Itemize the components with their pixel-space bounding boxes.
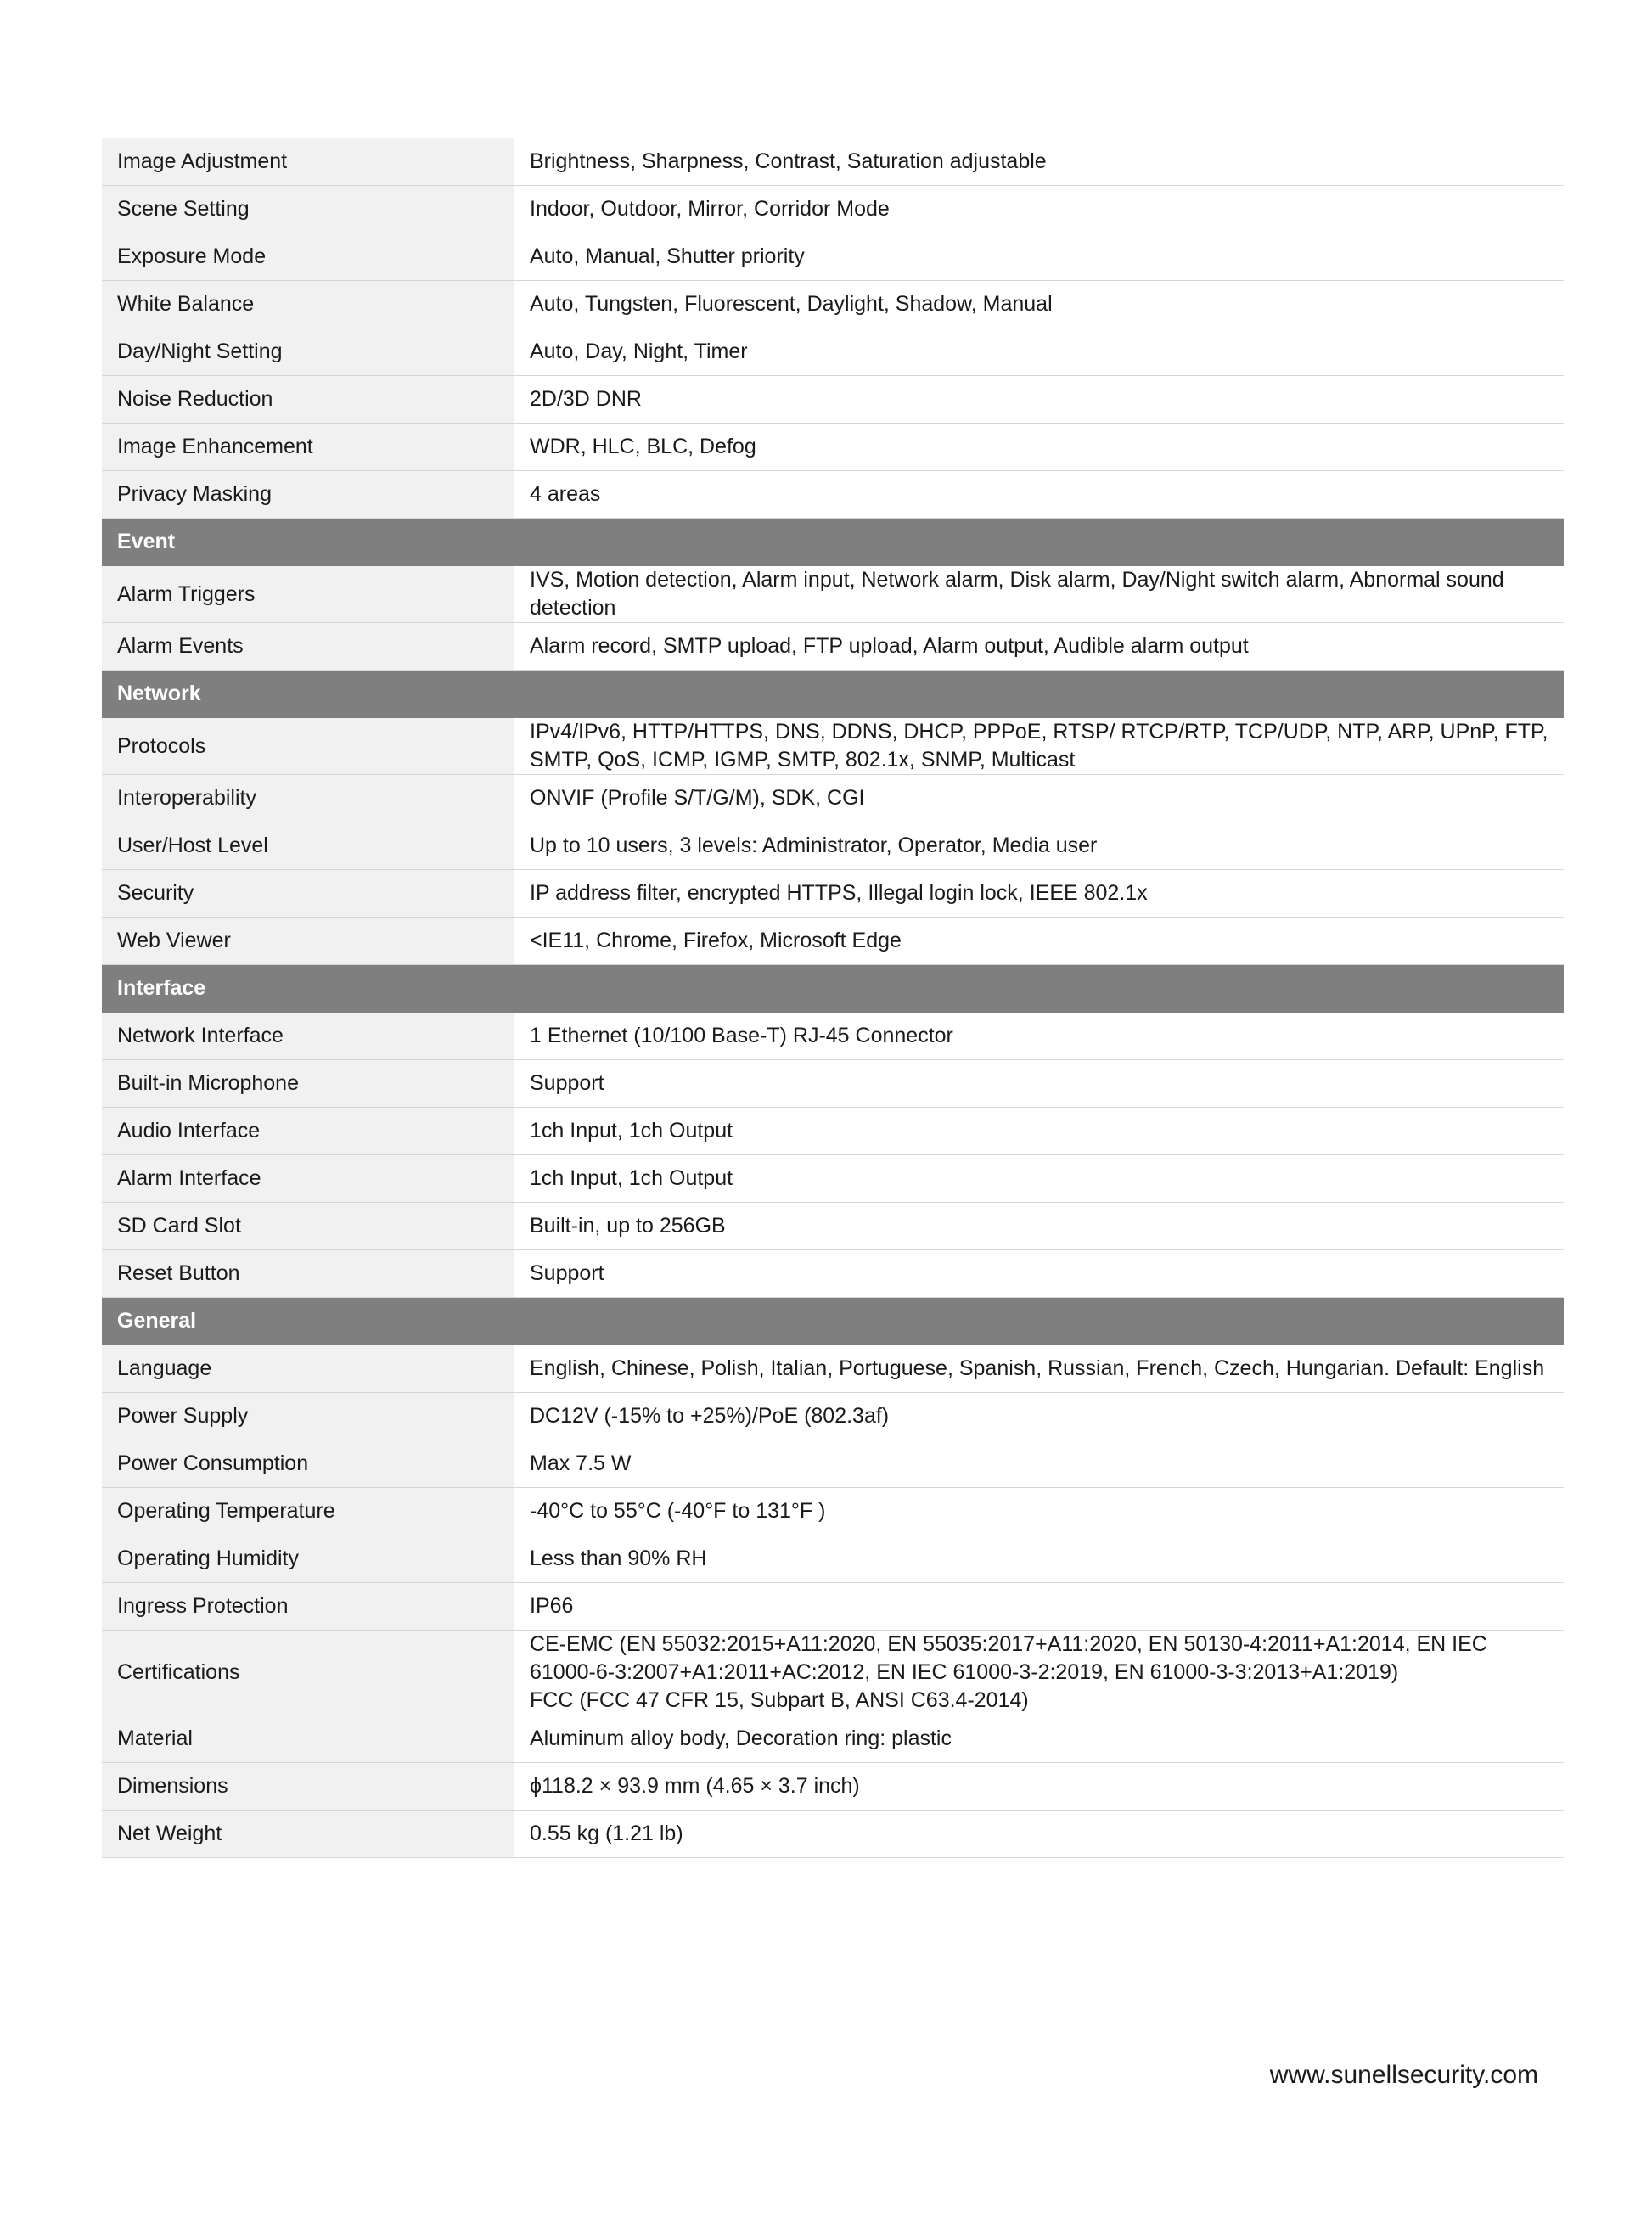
spec-label: Noise Reduction [102, 376, 514, 424]
spec-label: Scene Setting [102, 186, 514, 233]
spec-label: SD Card Slot [102, 1203, 514, 1250]
spec-value: 4 areas [514, 471, 1564, 519]
spec-row [102, 870, 1564, 918]
spec-label: Net Weight [102, 1811, 514, 1858]
spec-label: Alarm Triggers [102, 566, 514, 623]
spec-row [102, 328, 1564, 376]
spec-value: Auto, Tungsten, Fluorescent, Daylight, Shadow, Manual [514, 281, 1564, 328]
spec-value: Aluminum alloy body, Decoration ring: plastic [514, 1715, 1564, 1763]
spec-label: Web Viewer [102, 918, 514, 965]
section-header: Interface [102, 965, 1564, 1013]
spec-row [102, 424, 1564, 471]
spec-value: Brightness, Sharpness, Contrast, Saturation adjustable [514, 138, 1564, 186]
spec-value: WDR, HLC, BLC, Defog [514, 424, 1564, 471]
spec-value: IP66 [514, 1583, 1564, 1631]
spec-row [102, 1440, 1564, 1488]
spec-row [102, 138, 1564, 186]
spec-value: ϕ118.2 × 93.9 mm (4.65 × 3.7 inch) [514, 1763, 1564, 1811]
footer-website[interactable]: www.sunellsecurity.com [1269, 2061, 1538, 2089]
spec-row [102, 1250, 1564, 1298]
spec-row [102, 1203, 1564, 1250]
spec-row [102, 1488, 1564, 1535]
spec-value: ONVIF (Profile S/T/G/M), SDK, CGI [514, 775, 1564, 822]
spec-row [102, 1763, 1564, 1811]
spec-row [102, 1345, 1564, 1393]
spec-label: Network Interface [102, 1013, 514, 1060]
spec-row [102, 186, 1564, 233]
section-header-row [102, 1298, 1564, 1345]
spec-value: Auto, Day, Night, Timer [514, 328, 1564, 376]
spec-row [102, 233, 1564, 281]
spec-row [102, 1393, 1564, 1440]
spec-value: IP address filter, encrypted HTTPS, Illegal login lock, IEEE 802.1x [514, 870, 1564, 918]
spec-label: Audio Interface [102, 1108, 514, 1155]
spec-value: Built-in, up to 256GB [514, 1203, 1564, 1250]
section-header: General [102, 1298, 1564, 1345]
spec-row [102, 376, 1564, 424]
spec-value: 1ch Input, 1ch Output [514, 1155, 1564, 1203]
spec-label: Operating Temperature [102, 1488, 514, 1535]
section-header-row [102, 965, 1564, 1013]
spec-table [102, 138, 1564, 1858]
spec-row [102, 1715, 1564, 1763]
spec-value: Auto, Manual, Shutter priority [514, 233, 1564, 281]
spec-label: Reset Button [102, 1250, 514, 1298]
spec-row [102, 1631, 1564, 1715]
spec-row [102, 1811, 1564, 1858]
spec-label: Image Adjustment [102, 138, 514, 186]
spec-label: Power Consumption [102, 1440, 514, 1488]
spec-value: 2D/3D DNR [514, 376, 1564, 424]
spec-label: Privacy Masking [102, 471, 514, 519]
spec-label: Material [102, 1715, 514, 1763]
spec-row [102, 1060, 1564, 1108]
spec-label: Protocols [102, 718, 514, 775]
spec-row [102, 566, 1564, 623]
spec-value: Support [514, 1060, 1564, 1108]
spec-label: Language [102, 1345, 514, 1393]
spec-row [102, 623, 1564, 671]
spec-value: Alarm record, SMTP upload, FTP upload, Alarm output, Audible alarm output [514, 623, 1564, 671]
spec-label: User/Host Level [102, 822, 514, 870]
spec-label: Day/Night Setting [102, 328, 514, 376]
spec-table-body [102, 138, 1564, 1858]
spec-label: White Balance [102, 281, 514, 328]
spec-value: Less than 90% RH [514, 1535, 1564, 1583]
spec-label: Alarm Interface [102, 1155, 514, 1203]
spec-row [102, 1013, 1564, 1060]
spec-value: 1ch Input, 1ch Output [514, 1108, 1564, 1155]
section-header: Network [102, 671, 1564, 718]
spec-label: Operating Humidity [102, 1535, 514, 1583]
spec-row [102, 1583, 1564, 1631]
spec-label: Exposure Mode [102, 233, 514, 281]
spec-row [102, 1108, 1564, 1155]
section-header-row [102, 671, 1564, 718]
spec-value: -40°C to 55°C (-40°F to 131°F ) [514, 1488, 1564, 1535]
section-header-row [102, 519, 1564, 566]
spec-row [102, 471, 1564, 519]
spec-value: IPv4/IPv6, HTTP/HTTPS, DNS, DDNS, DHCP, PPPoE, RTSP/ RTCP/RTP, TCP/UDP, NTP, ARP, UPnP, FTP, SMTP, QoS, ICMP, IGMP, SMTP, 802.1x, SNMP, Multicast [514, 718, 1564, 775]
spec-label: Certifications [102, 1631, 514, 1715]
spec-value: Indoor, Outdoor, Mirror, Corridor Mode [514, 186, 1564, 233]
section-header: Event [102, 519, 1564, 566]
spec-label: Alarm Events [102, 623, 514, 671]
spec-label: Security [102, 870, 514, 918]
spec-row [102, 718, 1564, 775]
spec-value: CE-EMC (EN 55032:2015+A11:2020, EN 55035:2017+A11:2020, EN 50130-4:2011+A1:2014, EN IEC 61000-6-3:2007+A1:2011+AC:2012, EN IEC 61000-3-2:2019, EN 61000-3-3:2013+A1:2019) FCC (FCC 47 CFR 15, Subpart B, ANSI C63.4-2014) [514, 1631, 1564, 1715]
spec-value: DC12V (-15% to +25%)/PoE (802.3af) [514, 1393, 1564, 1440]
spec-value: 1 Ethernet (10/100 Base-T) RJ-45 Connector [514, 1013, 1564, 1060]
spec-value: 0.55 kg (1.21 lb) [514, 1811, 1564, 1858]
spec-value: <IE11, Chrome, Firefox, Microsoft Edge [514, 918, 1564, 965]
spec-label: Built-in Microphone [102, 1060, 514, 1108]
spec-label: Dimensions [102, 1763, 514, 1811]
spec-label: Image Enhancement [102, 424, 514, 471]
spec-value: Up to 10 users, 3 levels: Administrator, Operator, Media user [514, 822, 1564, 870]
spec-row [102, 918, 1564, 965]
spec-row [102, 281, 1564, 328]
spec-value: Support [514, 1250, 1564, 1298]
spec-row [102, 775, 1564, 822]
spec-row [102, 1535, 1564, 1583]
spec-value: English, Chinese, Polish, Italian, Portuguese, Spanish, Russian, French, Czech, Hungarian. Default: English [514, 1345, 1564, 1393]
spec-label: Interoperability [102, 775, 514, 822]
spec-label: Ingress Protection [102, 1583, 514, 1631]
spec-label: Power Supply [102, 1393, 514, 1440]
spec-row [102, 822, 1564, 870]
spec-value: Max 7.5 W [514, 1440, 1564, 1488]
spec-value: IVS, Motion detection, Alarm input, Network alarm, Disk alarm, Day/Night switch alarm, Abnormal sound detection [514, 566, 1564, 623]
spec-row [102, 1155, 1564, 1203]
